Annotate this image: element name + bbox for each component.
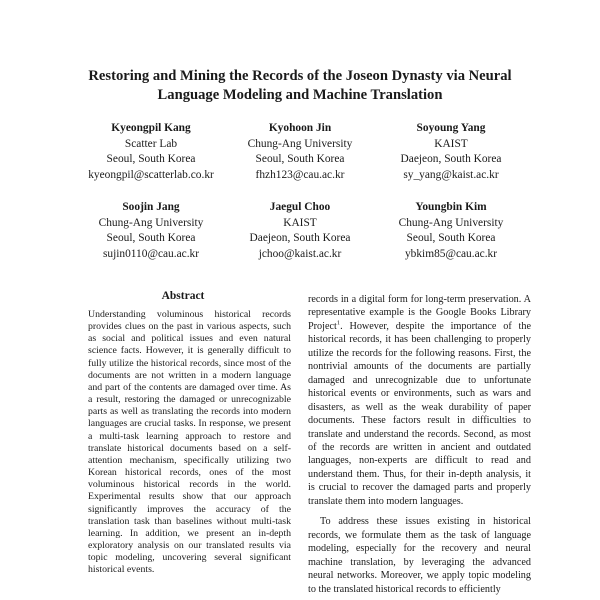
footnote-mark: 1 [336, 319, 341, 327]
author-email: ybkim85@cau.ac.kr [404, 247, 498, 260]
author-email: jchoo@kaist.ac.kr [258, 247, 342, 260]
abstract-heading: Abstract [161, 290, 205, 302]
author-affiliation: Chung-Ang University [247, 137, 353, 150]
author-name: Soojin Jang [122, 201, 180, 213]
author-affiliation: KAIST [283, 216, 317, 229]
author-affiliation: Chung-Ang University [98, 216, 204, 229]
author-affiliation: Chung-Ang University [398, 216, 504, 229]
author-email: sy_yang@kaist.ac.kr [403, 168, 499, 181]
author-name: Soyoung Yang [416, 122, 486, 134]
intro-paragraph [308, 293, 531, 508]
intro-text: . However, despite the importance of the historical records, it has been challenging to properly utilize the records for the following reasons. First, the nontrivial amounts of the documents are partially damaged and unrecognizable due to unfortunate historical events or environments, such as wars and disasters, as well as the weak durability of paper documents. These factors result in difficulties to translate and understand the records. Second, as most of the records are written in ancient and outdated languages, non-experts are difficult to read and understand them. Thus, for their in-depth analysis, it is crucial to recover the damaged parts and properly translate them into modern languages. [308, 320, 531, 507]
author-block [366, 121, 536, 183]
abstract-text: Understanding voluminous historical records provides clues on the past in various aspects, such as social and political issues and even natural science facts. However, it is generally difficult to fully utilize the historical records, since most of the documents are not written in a modern language and part of the contents are damaged over time. As a result, restoring the damaged or unrecognizable parts as well as translating the records into modern languages are crucial tasks. In response, we present a multi-task learning approach to restore and translate historical documents based on a self-attention mechanism, specifically utilizing two Korean historical records, ones of the most voluminous historical records in the world. Experimental results show that our approach significantly improves the accuracy of the translation task than baselines without multi-task learning. In addition, we present an in-depth exploratory analysis on our translated results via topic modeling, uncovering several significant historical events. [88, 309, 291, 576]
author-name: Kyeongpil Kang [111, 122, 191, 134]
author-name: Jaegul Choo [269, 201, 331, 213]
author-block [66, 200, 236, 262]
author-block [66, 121, 236, 183]
intro-column [308, 293, 531, 596]
author-email: sujin0110@cau.ac.kr [102, 247, 200, 260]
author-location: Seoul, South Korea [106, 153, 196, 165]
author-name: Youngbin Kim [415, 201, 487, 213]
paper-title: Restoring and Mining the Records of the Joseon Dynasty via Neural Language Modeling and Machine Translation [88, 68, 512, 103]
author-email: kyeongpil@scatterlab.co.kr [88, 168, 214, 181]
intro-text: records in a digital form for long-term preservation. A representative example is the Google Books Library Project [308, 294, 531, 332]
author-block [215, 121, 385, 183]
author-location: Daejeon, South Korea [249, 232, 351, 244]
author-affiliation: KAIST [434, 137, 468, 150]
author-affiliation: Scatter Lab [124, 137, 178, 150]
author-name: Kyohoon Jin [268, 122, 332, 134]
author-location: Seoul, South Korea [106, 232, 196, 244]
author-location: Daejeon, South Korea [400, 153, 502, 165]
author-block [215, 200, 385, 262]
author-block [366, 200, 536, 262]
intro-paragraph: To address these issues existing in historical records, we formulate them as the task of language modeling, especially for the recovery and neural machine translation, by leveraging the advanced neural networks. Moreover, we apply topic modeling to the translated historical records to efficiently [308, 516, 531, 595]
author-location: Seoul, South Korea [255, 153, 345, 165]
author-location: Seoul, South Korea [406, 232, 496, 244]
author-email: fhzh123@cau.ac.kr [255, 168, 345, 181]
